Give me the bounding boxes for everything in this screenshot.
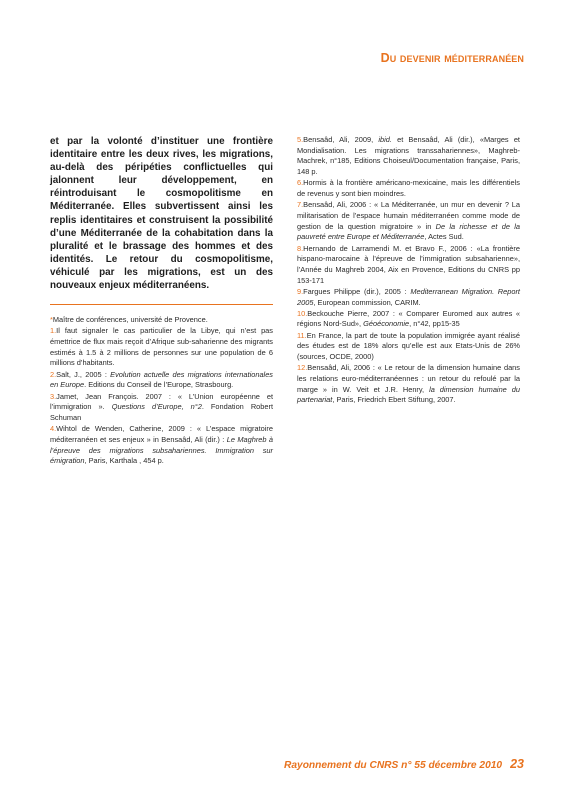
page-footer xyxy=(284,757,524,771)
footnote xyxy=(297,178,520,199)
footnote xyxy=(50,392,273,424)
footnote-text: Hernando de Larramendi M. et Bravo F., 2006 : «La frontière hispano-marocaine à l’épreuve de l’immigration subsaharienne», l’Année du Maghreb 2004, Aix en Provence, Editions du CNRS pp 153-171 xyxy=(297,243,520,285)
footnote-text-end: , Paris, Friedrich Ebert Stiftung, 2007. xyxy=(332,395,456,405)
footnote-text: Beckouche Pierre, 2007 : « Comparer Euromed aux autres « régions Nord-Sud», xyxy=(297,308,520,329)
footnote-number: 1. xyxy=(50,326,57,336)
right-column xyxy=(297,135,520,407)
footnote-separator xyxy=(50,304,273,305)
footnote-number: 4. xyxy=(50,424,57,434)
footnote-number: 11. xyxy=(297,330,307,340)
footnote-number: 12. xyxy=(297,363,308,373)
footnote-text-end: . Fondation Robert Schuman xyxy=(50,402,274,422)
footnote-number: 3. xyxy=(50,391,57,401)
footnote-text: Bensaâd, Ali, 2006 : « Le retour de la dimension humaine dans les relations euro-méditerranéennes : un retour du refoulé par la marge » in W. Veit et J.R. Henry, xyxy=(297,363,520,394)
publication-title: Rayonnement du CNRS n° 55 décembre 2010 xyxy=(284,760,503,771)
footnote-title: Evolution actuelle des migrations internationales en Europe xyxy=(50,369,273,390)
footnote-text: Salt, J., 2005 : xyxy=(56,369,111,379)
footnote-text-end: , Actes Sud. xyxy=(424,232,464,242)
footnote-title: Géoéconomie xyxy=(363,319,410,329)
footnote-text: Hormis à la frontière américano-mexicaine, mais les différentiels de revenus y sont bien moindres. xyxy=(297,178,520,199)
footnote-number: 8. xyxy=(297,243,304,253)
footnote-text: Fargues Philippe (dir.), 2005 : xyxy=(303,286,411,296)
footnote-text-end: et Bensaâd, Ali (dir.), «Marges et Mondialisation. Les migrations transsahariennes», Maghreb-Machrek, n°185, Editions Choiseul/Documentation française, Paris, 148 p. xyxy=(297,135,520,177)
footnote-title: ibid. xyxy=(378,135,392,144)
left-column xyxy=(50,135,273,467)
footnote-text: Jamet, Jean François. 2007 : « L’Union européenne et l’immigration ». xyxy=(50,391,273,412)
footnote-number: 10. xyxy=(297,308,308,318)
footnote-title: De la richesse et de la pauvreté entre Europe et Méditerranée xyxy=(297,221,520,242)
footnote-text: En France, la part de toute la population immigrée ayant réalisé des études est de 18% alors qu’elle est aux Etats-Unis de 26% (sources, OCDE, 2000) xyxy=(297,330,520,362)
footnote xyxy=(297,309,520,330)
footnote xyxy=(50,424,273,467)
footnote-number: 5. xyxy=(297,135,304,144)
footnote-title: Questions d’Europe, n°2 xyxy=(111,402,202,412)
footnote-text: Bensaâd, Ali, 2006 : « La Méditerranée, un mur en devenir ? La militarisation de l’espace humain méditerranéen comme mode de gestion de la question migratoire » in xyxy=(297,200,520,231)
footnote xyxy=(297,200,520,243)
footnote xyxy=(297,363,520,406)
footnote-number: 2. xyxy=(50,369,57,379)
footnote-text-end: , n°42, pp15-35 xyxy=(409,319,460,329)
footnote-text: Maître de conférences, université de Provence. xyxy=(52,315,208,325)
footnote xyxy=(50,370,273,391)
footnote-text: Wihtol de Wenden, Catherine, 2009 : « L’espace migratoire méditerranéen et ses enjeux » in Bensaâd, Ali (dir.) : xyxy=(50,424,273,444)
footnote-title: la dimension humaine du partenariat xyxy=(297,384,520,405)
footnote-title: Le Maghreb à l’épreuve des migrations subsahariennes. Immigration sur émigration xyxy=(50,434,273,466)
footnote-text: Il faut signaler le cas particulier de la Libye, qui n’est pas émettrice de flux mais reçoit d’Afrique sub-saharienne des migrants estimés à 1.5 à 2 millions de personnes sur une population de 6 millions d’habitants. xyxy=(50,326,273,368)
footnote-text-end: . Editions du Conseil de l’Europe, Strasbourg. xyxy=(84,380,234,390)
footnote xyxy=(50,326,273,369)
running-header: Du devenir méditerranéen xyxy=(380,51,524,65)
page-number: 23 xyxy=(510,757,524,771)
footnote-text: Bensaâd, Ali, 2009, xyxy=(303,135,379,144)
footnote-title: Mediterranean Migration. Report 2005 xyxy=(297,286,520,307)
footnotes-right xyxy=(297,135,520,406)
footnote xyxy=(297,135,520,178)
footnote xyxy=(50,315,273,326)
body-paragraph: et par la volonté d’instituer une frontière identitaire entre les deux rives, les migrations, au-delà des péripéties conflictuelles qui jalonnent leur développement, en réintroduisant le cosmopolitisme en Méditerranée. Elles subvertissent ainsi les replis identitaires et construisent la possibilité d’une Méditerranée de la cohabitation dans la pluralité et le brassage des hommes et des identités. Le retour du cosmopolitisme, véhiculé par les migrations, est un des nouveaux enjeux méditerranéens. xyxy=(50,136,273,292)
footnote-text-end: , Paris, Karthala , 454 p. xyxy=(84,456,164,466)
footnote-text-end: , European commission, CARIM. xyxy=(313,297,421,307)
footnote-number: 6. xyxy=(297,178,304,188)
footnotes-left xyxy=(50,315,273,467)
footnote xyxy=(297,331,520,363)
footnote xyxy=(297,287,520,308)
footnote-number: 7. xyxy=(297,200,304,210)
footnote xyxy=(297,244,520,287)
footnote-number: * xyxy=(50,315,53,325)
footnote-number: 9. xyxy=(297,286,304,296)
